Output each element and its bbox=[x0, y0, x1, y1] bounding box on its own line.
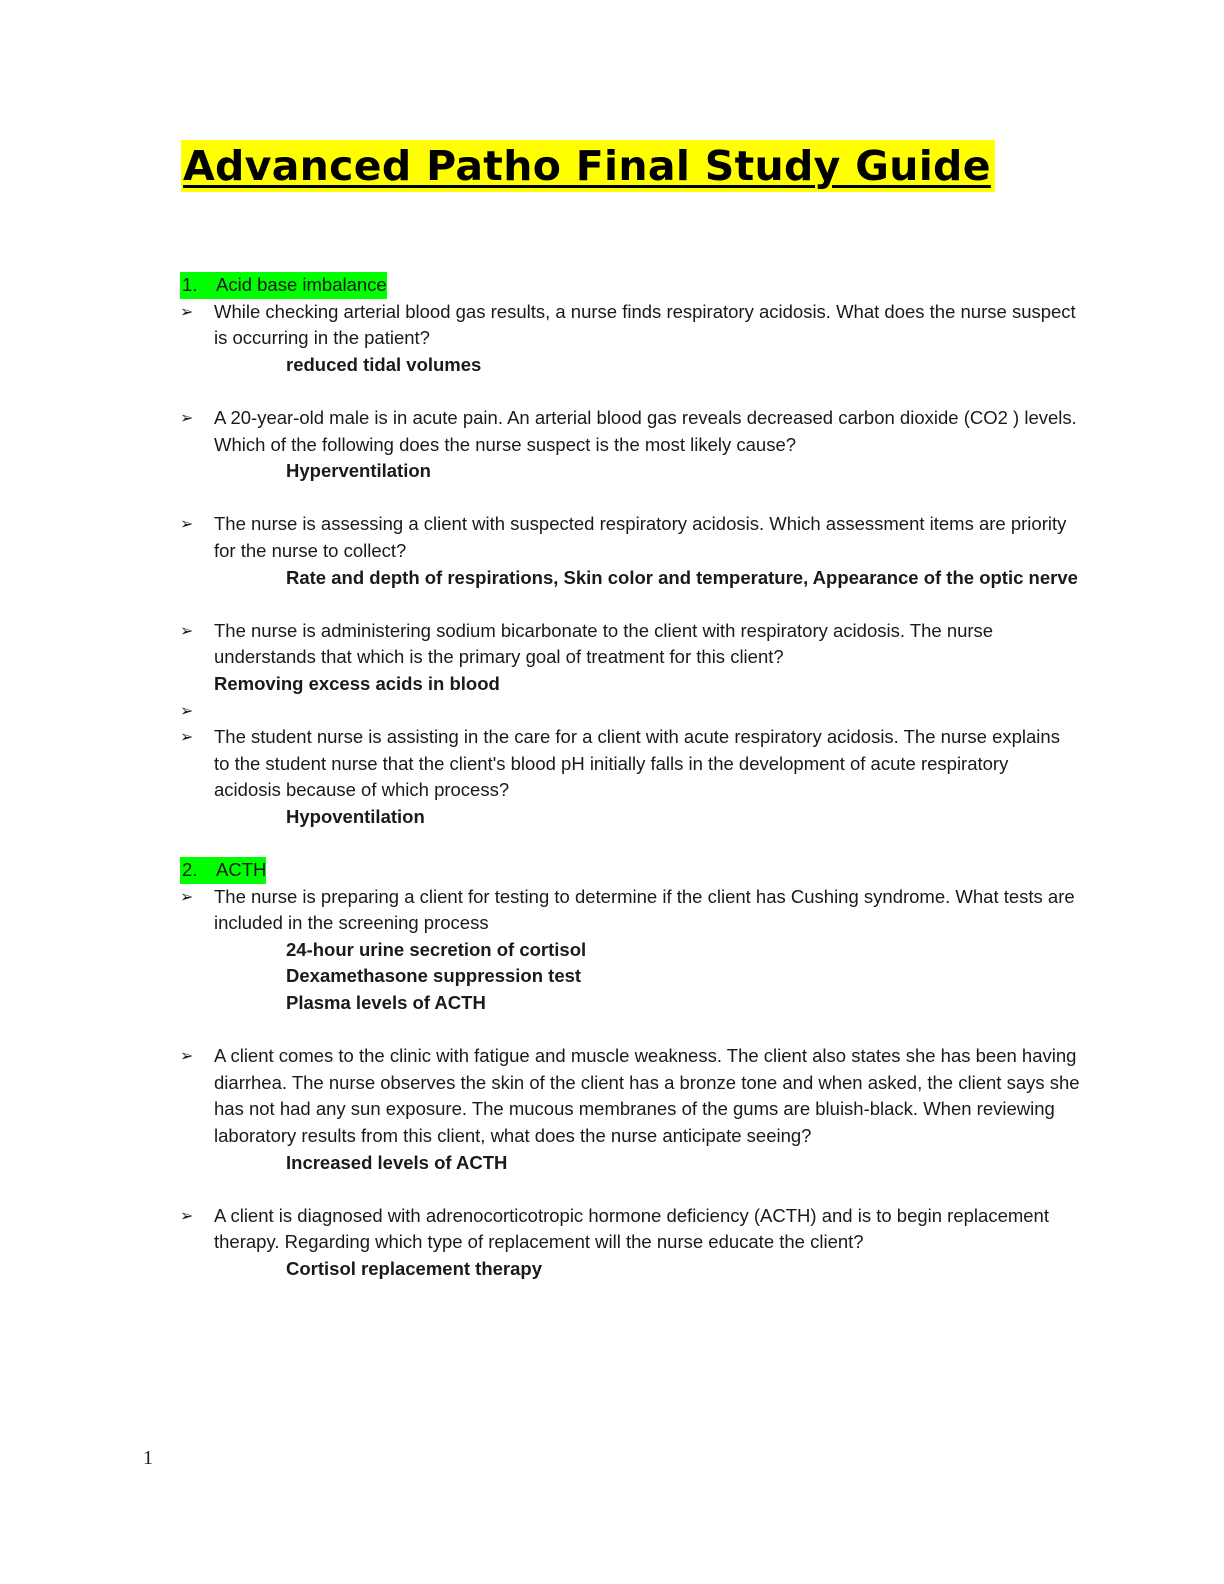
arrow-bullet-icon: ➢ bbox=[180, 407, 194, 427]
section-number: 2. bbox=[182, 859, 198, 881]
arrow-bullet-icon: ➢ bbox=[180, 1205, 194, 1225]
highlight bbox=[180, 272, 387, 299]
section-heading-acth bbox=[180, 857, 1080, 884]
question-text: The student nurse is assisting in the care for a client with acute respiratory acidosis. The nurse explains to the student nurse that the client's blood pH initially falls in the development of acute respiratory acidosis because of which process? bbox=[214, 726, 1060, 801]
page-title: Advanced Patho Final Study Guide bbox=[181, 140, 995, 192]
answer-text: Plasma levels of ACTH bbox=[286, 992, 486, 1014]
answer-text: Rate and depth of respirations, Skin color and temperature, Appearance of the optic nerve bbox=[286, 566, 1078, 588]
question-text: A client comes to the clinic with fatigue and muscle weakness. The client also states she has been having diarrhea. The nurse observes the skin of the client has a bronze tone and when asked, the client says she has not had any sun exposure. The mucous membranes of the gums are bluish-black. When reviewing laboratory results from this client, what does the nurse anticipate seeing? bbox=[214, 1045, 1080, 1146]
highlight bbox=[180, 857, 266, 884]
question-item bbox=[180, 724, 1080, 804]
question-text: A 20-year-old male is in acute pain. An arterial blood gas reveals decreased carbon dioxide (CO2 ) levels. Which of the following does the nurse suspect is the most likely cause? bbox=[214, 406, 1077, 455]
answer-text: reduced tidal volumes bbox=[286, 353, 482, 375]
question-item bbox=[180, 511, 1080, 564]
question-item bbox=[180, 1203, 1080, 1256]
question-item bbox=[180, 405, 1080, 458]
arrow-bullet-icon: ➢ bbox=[180, 620, 194, 640]
answer-text: Hyperventilation bbox=[286, 460, 431, 482]
answer-text: Hypoventilation bbox=[286, 805, 425, 827]
section-number: 1. bbox=[182, 274, 198, 295]
arrow-bullet-icon: ➢ bbox=[180, 700, 194, 720]
section-title: Acid base imbalance bbox=[216, 274, 387, 295]
answer-text: Dexamethasone suppression test bbox=[286, 965, 582, 987]
answer-text: Cortisol replacement therapy bbox=[286, 1257, 542, 1279]
answer-text: 24-hour urine secretion of cortisol bbox=[286, 938, 587, 960]
page-number: 1 bbox=[143, 1447, 153, 1469]
empty-bullet-item bbox=[180, 698, 1080, 725]
question-text: The nurse is assessing a client with suspected respiratory acidosis. Which assessment items are priority for the nurse to collect? bbox=[214, 513, 1067, 561]
question-text: While checking arterial blood gas results, a nurse finds respiratory acidosis. What does the nurse suspect is occurring in the patient? bbox=[214, 300, 1076, 349]
arrow-bullet-icon: ➢ bbox=[180, 514, 194, 534]
arrow-bullet-icon: ➢ bbox=[180, 727, 194, 747]
question-text: The nurse is administering sodium bicarbonate to the client with respiratory acidosis. The nurse understands that which is the primary goal of treatment for this client? bbox=[214, 619, 994, 668]
question-item bbox=[180, 299, 1080, 352]
answer-text: Increased levels of ACTH bbox=[286, 1151, 508, 1173]
arrow-bullet-icon: ➢ bbox=[180, 886, 194, 906]
section-title: ACTH bbox=[216, 859, 267, 881]
question-text: The nurse is preparing a client for testing to determine if the client has Cushing syndrome. What tests are included in the screening process bbox=[214, 885, 1075, 934]
arrow-bullet-icon: ➢ bbox=[180, 301, 194, 321]
section-heading-acid-base bbox=[180, 272, 1080, 299]
answer-text: Removing excess acids in blood bbox=[214, 672, 500, 694]
arrow-bullet-icon: ➢ bbox=[180, 1046, 194, 1066]
question-item bbox=[180, 884, 1080, 937]
question-item bbox=[180, 1043, 1080, 1149]
question-item bbox=[180, 618, 1080, 671]
document-body bbox=[180, 272, 1080, 1283]
question-text: A client is diagnosed with adrenocorticotropic hormone deficiency (ACTH) and is to begin replacement therapy. Regarding which type of replacement will the nurse educate the client? bbox=[214, 1204, 1049, 1253]
